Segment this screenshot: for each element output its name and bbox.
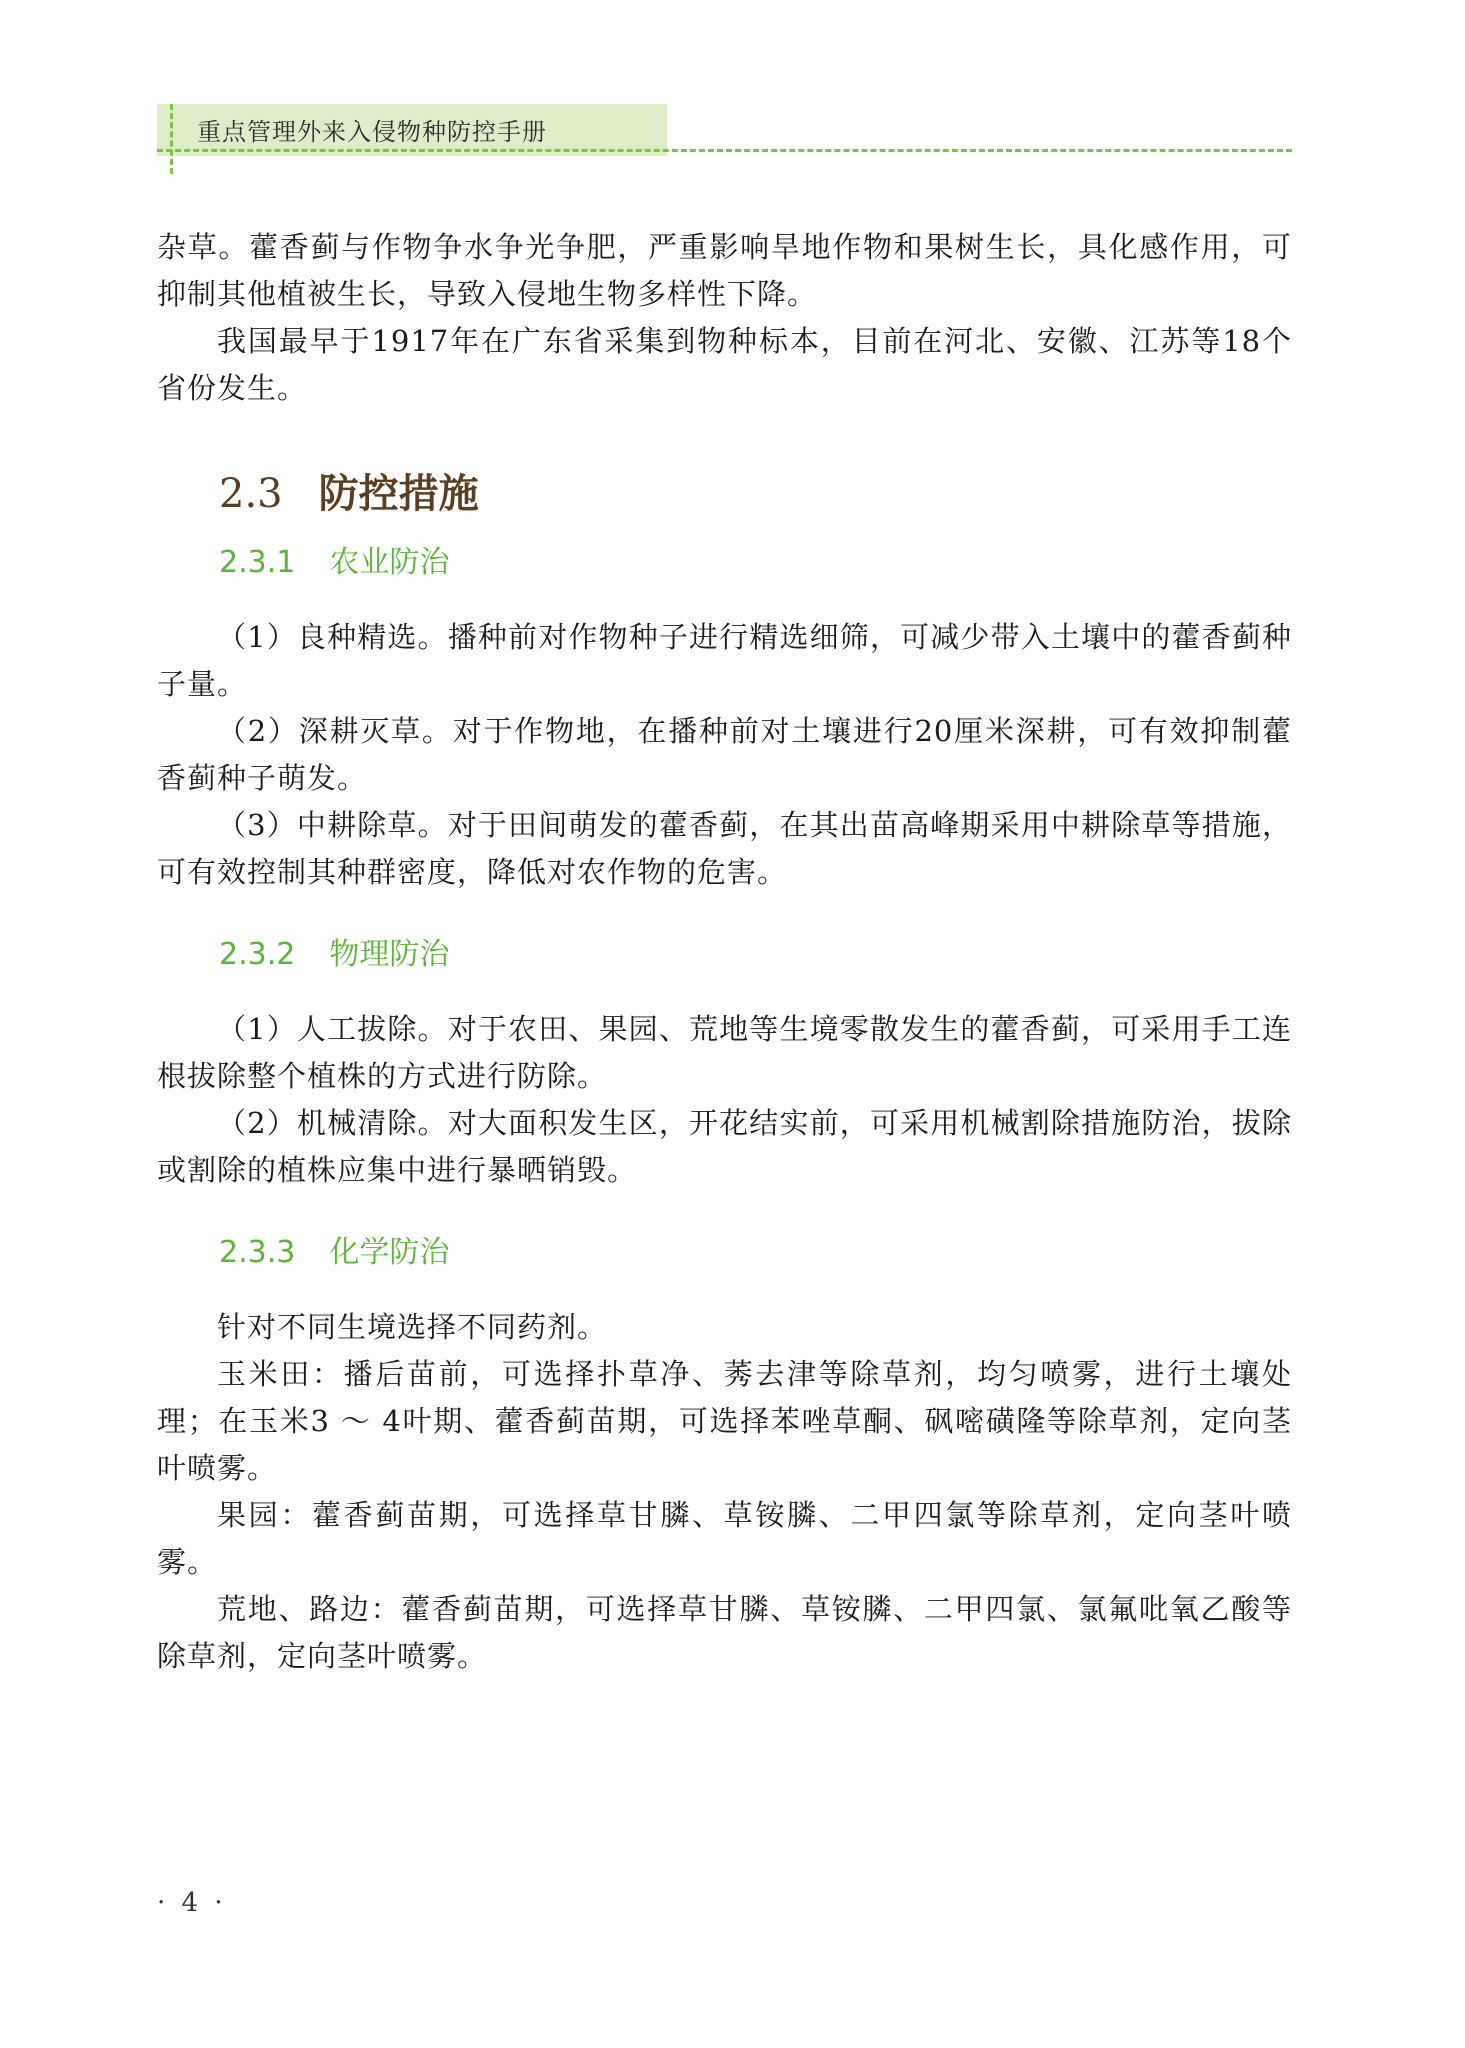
agricultural-paragraph-2: （2）深耕灭草。对于作物地，在播种前对土壤进行20厘米深耕，可有效抑制藿香蓟种子萌发。 [157, 714, 1292, 795]
agricultural-paragraph-1: （1）良种精选。播种前对作物种子进行精选细筛，可减少带入土壤中的藿香蓟种子量。 [157, 620, 1292, 701]
subsection-title: 化学防治 [329, 1235, 450, 1270]
chemical-paragraph-2: 玉米田：播后苗前，可选择扑草净、莠去津等除草剂，均匀喷雾，进行土壤处理；在玉米3 ～ 4叶期、藿香蓟苗期，可选择苯唑草酮、砜嘧磺隆等除草剂，定向茎叶喷雾。 [157, 1357, 1292, 1485]
subsection-heading-agricultural [219, 538, 1292, 588]
section-title: 防控措施 [318, 470, 479, 517]
chemical-paragraph-1: 针对不同生境选择不同药剂。 [217, 1310, 608, 1344]
chemical-paragraph-3: 果园：藿香蓟苗期，可选择草甘膦、草铵膦、二甲四氯等除草剂，定向茎叶喷雾。 [157, 1498, 1292, 1579]
section-number: 2.3 [219, 471, 283, 517]
section-heading [219, 464, 1292, 524]
page-content [157, 224, 1292, 1680]
intro-paragraph-2: 我国最早于1917年在广东省采集到物种标本，目前在河北、安徽、江苏等18个省份发生。 [157, 324, 1292, 405]
subsection-heading-physical [219, 930, 1292, 980]
header-divider-vertical [170, 104, 173, 174]
agricultural-paragraph-3: （3）中耕除草。对于田间萌发的藿香蓟，在其出苗高峰期采用中耕除草等措施，可有效控制其种群密度，降低对农作物的危害。 [157, 808, 1292, 889]
subsection-title: 农业防治 [329, 545, 450, 580]
physical-paragraph-2: （2）机械清除。对大面积发生区，开花结实前，可采用机械割除措施防治，拔除或割除的植株应集中进行暴晒销毁。 [157, 1106, 1292, 1187]
subsection-number: 2.3.3 [219, 1235, 296, 1270]
subsection-heading-chemical [219, 1228, 1292, 1278]
chemical-paragraph-4: 荒地、路边：藿香蓟苗期，可选择草甘膦、草铵膦、二甲四氯、氯氟吡氧乙酸等除草剂，定向茎叶喷雾。 [157, 1592, 1292, 1673]
subsection-number: 2.3.2 [219, 937, 296, 972]
physical-paragraph-1: （1）人工拔除。对于农田、果园、荒地等生境零散发生的藿香蓟，可采用手工连根拔除整个植株的方式进行防除。 [157, 1012, 1292, 1093]
header-divider-horizontal [157, 149, 1292, 152]
subsection-number: 2.3.1 [219, 545, 296, 580]
intro-paragraph-1: 杂草。藿香蓟与作物争水争光争肥，严重影响旱地作物和果树生长，具化感作用，可抑制其他植被生长，导致入侵地生物多样性下降。 [157, 230, 1292, 311]
subsection-title: 物理防治 [329, 937, 450, 972]
running-header-title: 重点管理外来入侵物种防控手册 [197, 118, 547, 146]
page-number: · 4 · [157, 1888, 227, 1918]
